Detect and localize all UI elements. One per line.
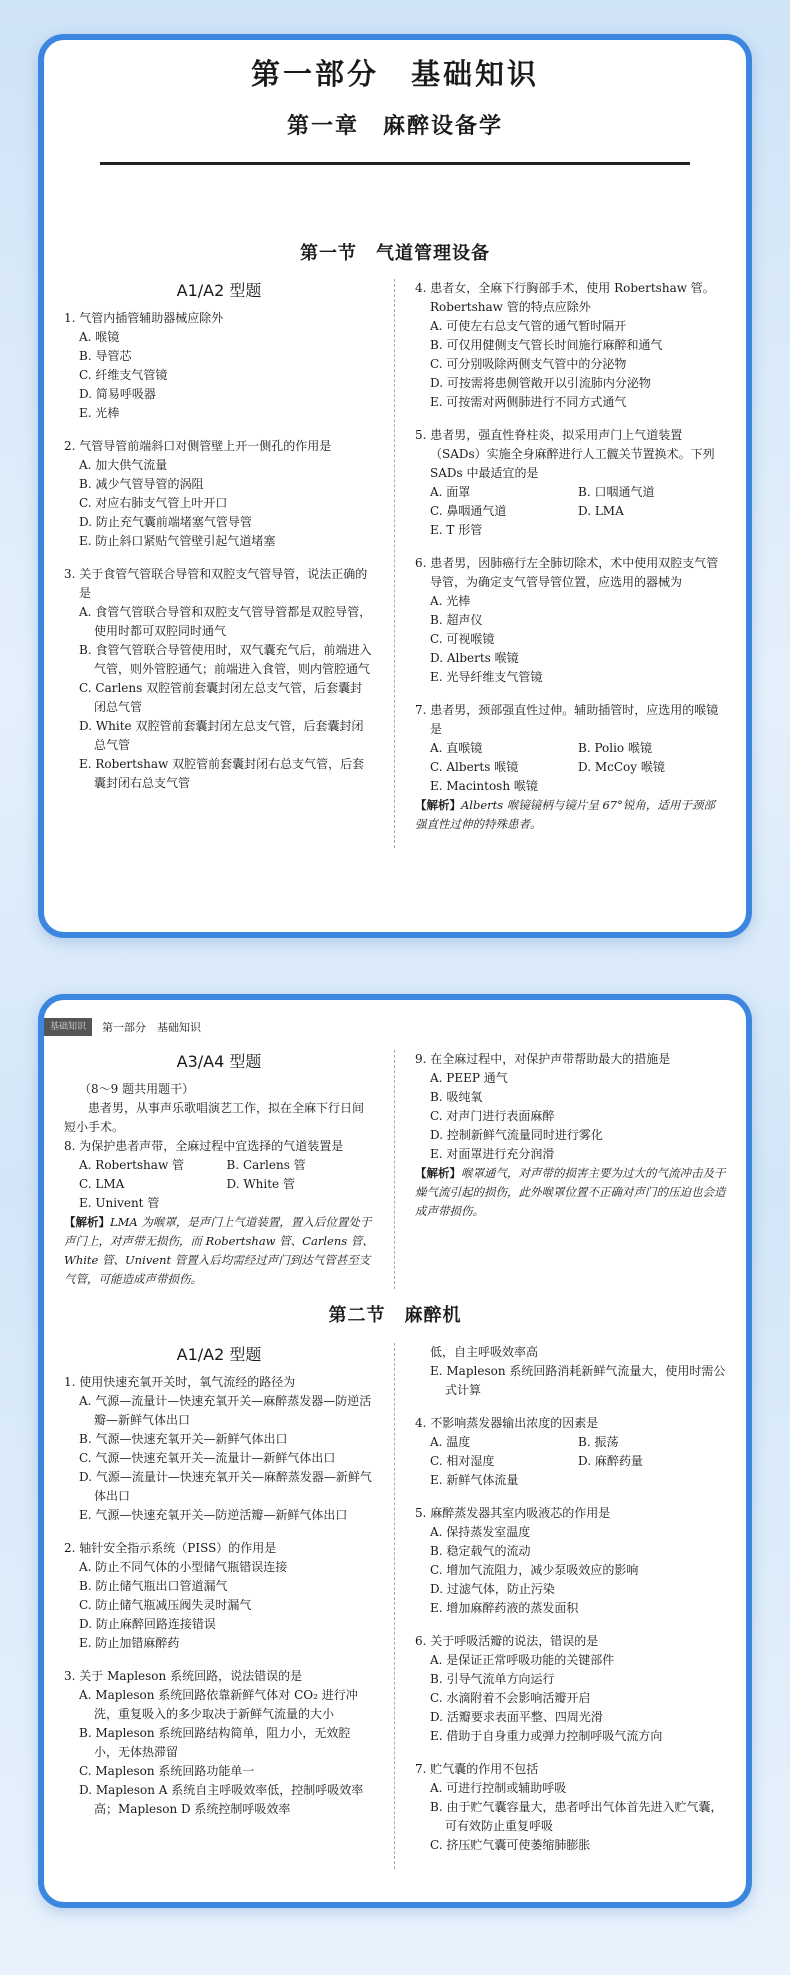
question-stem: 3. 关于食管气管联合导管和双腔支气管导管，说法正确的是: [64, 567, 368, 600]
option: B. 引导气流单方向运行: [430, 1672, 555, 1686]
question: [64, 1667, 374, 1819]
question-stem: 9. 在全麻过程中，对保护声带帮助最大的措施是: [415, 1052, 671, 1066]
page-card-1: [38, 34, 752, 938]
option: A. 气源—流量计—快速充氧开关—麻醉蒸发器—防逆活瓣—新鲜气体出口: [79, 1394, 372, 1427]
option: A. 温度: [430, 1435, 471, 1449]
question-9: [415, 1050, 726, 1221]
option: B. 稳定载气的流动: [430, 1544, 531, 1558]
part-title: 第一部分 基础知识: [250, 57, 539, 91]
option: C. Mapleson 系统回路功能单一: [79, 1764, 255, 1778]
option: B. 可仅用健侧支气管长时间施行麻醉和通气: [430, 338, 663, 352]
question-stem: 4. 患者女，全麻下行胸部手术，使用 Robertshaw 管。Robertshaw 管的特点应除外: [415, 281, 715, 314]
question-stem: 3. 关于 Mapleson 系统回路，说法错误的是: [64, 1669, 303, 1683]
question-stem: 7. 贮气囊的作用不包括: [415, 1762, 539, 1776]
option: C. 气源—快速充氧开关—流量计—新鲜气体出口: [79, 1451, 336, 1465]
option: E. 光棒: [79, 406, 120, 420]
section-title-2: 第二节 麻醉机: [328, 1305, 462, 1326]
option: B. Carlens 管: [226, 1158, 306, 1172]
option: C. 纤维支气管镜: [79, 368, 168, 382]
option: A. 加大供气流量: [79, 458, 168, 472]
question-7: [415, 701, 726, 834]
option: D. 过滤气体，防止污染: [430, 1582, 555, 1596]
question: [415, 1504, 726, 1618]
left-column: [44, 279, 395, 848]
option: C. 水滴附着不会影响活瓣开启: [430, 1691, 591, 1705]
option: B. 口咽通气道: [578, 485, 655, 499]
option: C. Carlens 双腔管前套囊封闭左总支气管，后套囊封闭总气管: [79, 681, 363, 714]
option: C. 可视喉镜: [430, 632, 495, 646]
option: D. White 双腔管前套囊封闭左总支气管，后套囊封闭总气管: [79, 719, 364, 752]
question-5: [415, 426, 726, 540]
question-6: [415, 554, 726, 687]
question: [64, 1539, 374, 1653]
option: E. T 形管: [430, 523, 483, 537]
option-grid: [415, 483, 726, 521]
right-question-list: [415, 1504, 726, 1855]
option: A. 光棒: [430, 594, 471, 608]
option: B. 食管气管联合导管使用时，双气囊充气后，前端进入气管，则外管腔通气；前端进入食管，则内管腔通气: [79, 643, 372, 676]
option: A. 保持蒸发室温度: [430, 1525, 531, 1539]
option: C. 防止储气瓶减压阀失灵时漏气: [79, 1598, 252, 1612]
question: [415, 1760, 726, 1855]
option: B. Mapleson 系统回路结构简单，阻力小，无效腔小，无体热滞留: [79, 1726, 351, 1759]
option: D. LMA: [578, 504, 624, 518]
question-stem: 1. 气管内插管辅助器械应除外: [64, 311, 224, 325]
option: D. Alberts 喉镜: [430, 651, 519, 665]
option: D. 简易呼吸器: [79, 387, 156, 401]
page-card-2: [38, 994, 752, 1908]
option: C. 可分别吸除两侧支气管中的分泌物: [430, 357, 627, 371]
analysis-text: 喉罩通气，对声带的损害主要为过大的气流冲击及干燥气流引起的损伤，此外喉罩位置不正确对声门的压迫也会造成声带损伤。: [415, 1166, 726, 1218]
option: E. 光导纤维支气管镜: [430, 670, 543, 684]
two-column-body: [44, 279, 746, 848]
option: A. PEEP 通气: [430, 1071, 508, 1085]
question-stem: 5. 患者男，强直性脊柱炎，拟采用声门上气道装置（SADs）实施全身麻醉进行人工髋关节置换术。下列 SADs 中最适宜的是: [415, 428, 715, 480]
option-list: [415, 1069, 726, 1164]
right-column: [395, 1343, 746, 1869]
question-stem: 1. 使用快速充氧开关时，氧气流经的路径为: [64, 1375, 296, 1389]
header-text: 第一部分 基础知识: [102, 1021, 201, 1034]
option: E. Macintosh 喉镜: [430, 779, 538, 793]
option: D. 控制新鲜气流量同时进行雾化: [430, 1128, 603, 1142]
option: E. Univent 管: [79, 1196, 160, 1210]
left-column: [44, 1050, 395, 1289]
option: B. 由于贮气囊容量大，患者呼出气体首先进入贮气囊，可有效防止重复呼吸: [430, 1800, 723, 1833]
option: C. 对应右肺支气管上叶开口: [79, 496, 228, 510]
analysis: [64, 1213, 374, 1289]
option: D. 活瓣要求表面平整、四周光滑: [430, 1710, 603, 1724]
option: C. LMA: [79, 1177, 125, 1191]
option: E. 气源—快速充氧开关—防逆活瓣—新鲜气体出口: [79, 1508, 348, 1522]
question-3-continued: [415, 1343, 726, 1400]
question: [64, 437, 374, 551]
question-stem: 5. 麻醉蒸发器其室内吸液芯的作用是: [415, 1506, 611, 1520]
option: A. 可进行控制或辅助呼吸: [430, 1781, 567, 1795]
option-continued: 低，自主呼吸效率高: [430, 1345, 539, 1359]
question-stem: 7. 患者男，颈部强直性过伸。辅助插管时，应选用的喉镜是: [415, 703, 719, 736]
right-question-list: [415, 279, 726, 412]
question-type-heading: A1/A2 型题: [176, 281, 262, 300]
header-tab: 基础知识: [44, 1018, 92, 1036]
question: [64, 1373, 374, 1525]
option-list: [415, 592, 726, 687]
option: D. 麻醉药量: [578, 1454, 643, 1468]
question-8: [64, 1137, 374, 1289]
left-question-list: [64, 309, 374, 793]
option: A. 可使左右总支气管的通气暂时隔开: [430, 319, 627, 333]
option: E. 可按需对两侧肺进行不同方式通气: [430, 395, 627, 409]
option: C. 增加气流阻力，减少泵吸效应的影响: [430, 1563, 639, 1577]
option: C. Alberts 喉镜: [430, 760, 519, 774]
option: A. 面罩: [430, 485, 471, 499]
option: B. 吸纯氧: [430, 1090, 483, 1104]
left-column: [44, 1343, 395, 1869]
question: [64, 565, 374, 793]
question-stem: 8. 为保护患者声带，全麻过程中宜选择的气道装置是: [64, 1139, 344, 1153]
left-question-list: [64, 1373, 374, 1819]
option: B. 气源—快速充氧开关—新鲜气体出口: [79, 1432, 288, 1446]
question-type-heading: A3/A4 型题: [176, 1052, 262, 1071]
analysis-label: 【解析】: [64, 1215, 110, 1229]
option: A. 防止不同气体的小型储气瓶错误连接: [79, 1560, 288, 1574]
question: [415, 279, 726, 412]
question-stem: 2. 气管导管前端斜口对侧管壁上开一侧孔的作用是: [64, 439, 332, 453]
option: D. 防止麻醉回路连接错误: [79, 1617, 216, 1631]
option: A. 喉镜: [79, 330, 120, 344]
title-divider: [100, 162, 690, 165]
option: E. 防止加错麻醉药: [79, 1636, 180, 1650]
option: B. 振荡: [578, 1435, 619, 1449]
option: B. 防止储气瓶出口管道漏气: [79, 1579, 228, 1593]
option: D. McCoy 喉镜: [578, 760, 665, 774]
option: D. Mapleson A 系统自主呼吸效率低，控制呼吸效率高；Mapleson D 系统控制呼吸效率: [79, 1783, 364, 1816]
page-running-header: [44, 1000, 746, 1036]
question-stem: 4. 不影响蒸发器输出浓度的因素是: [415, 1416, 599, 1430]
option-grid: [415, 1433, 726, 1471]
option: E. 新鲜气体流量: [430, 1473, 519, 1487]
question-stem: 6. 患者男，因肺癌行左全肺切除术，术中使用双腔支气管导管，为确定支气管导管位置，应选用的器械为: [415, 556, 719, 589]
option: C. 挤压贮气囊可使萎缩肺膨胀: [430, 1838, 591, 1852]
two-column-body-bottom: [44, 1343, 746, 1869]
question-stem: 2. 轴针安全指示系统（PISS）的作用是: [64, 1541, 277, 1555]
option: E. 增加麻醉药液的蒸发面积: [430, 1601, 579, 1615]
chapter-title: 第一章 麻醉设备学: [286, 113, 503, 139]
option: E. 借助于自身重力或弹力控制呼吸气流方向: [430, 1729, 663, 1743]
question-4: [415, 1414, 726, 1490]
two-column-body-top: [44, 1050, 746, 1289]
option: B. 超声仪: [430, 613, 483, 627]
analysis-text: Alberts 喉镜镜柄与镜片呈 67°锐角，适用于颈部强直性过伸的特殊患者。: [415, 798, 715, 831]
option: E. 对面罩进行充分润滑: [430, 1147, 555, 1161]
analysis-label: 【解析】: [415, 798, 461, 812]
option: D. White 管: [226, 1177, 295, 1191]
option: D. 可按需将患侧管敞开以引流肺内分泌物: [430, 376, 651, 390]
scenario-note: （8～9 题共用题干）: [79, 1082, 195, 1096]
question-type-heading: A1/A2 型题: [176, 1345, 262, 1364]
option: A. Mapleson 系统回路依靠新鲜气体对 CO₂ 进行冲洗，重复吸入的多少取决于新鲜气流量的大小: [79, 1688, 358, 1721]
option: A. 食管气管联合导管和双腔支气管导管都是双腔导管，使用时都可双腔同时通气: [79, 605, 372, 638]
option: B. 导管芯: [79, 349, 132, 363]
option: A. 直喉镜: [430, 741, 483, 755]
option: A. Robertshaw 管: [79, 1158, 185, 1172]
analysis: [415, 1164, 726, 1221]
scenario-text: 患者男，从事声乐歌唱演艺工作，拟在全麻下行日间短小手术。: [64, 1101, 365, 1134]
option: E. Mapleson 系统回路消耗新鲜气流量大，使用时需公式计算: [430, 1364, 726, 1397]
question: [64, 309, 374, 423]
option: A. 是保证正常呼吸功能的关键部件: [430, 1653, 615, 1667]
analysis-text: LMA 为喉罩，是声门上气道装置，置入后位置处于声门上，对声带无损伤，而 Robertshaw 管、Carlens 管、White 管、Univent 管置入后均需经过声门到达气管甚至支气管，可能造成声带损伤。: [64, 1215, 374, 1286]
option: D. 防止充气囊前端堵塞气管导管: [79, 515, 252, 529]
option: C. 相对湿度: [430, 1454, 495, 1468]
right-column: [395, 279, 746, 848]
question: [415, 1632, 726, 1746]
option: E. 防止斜口紧贴气管壁引起气道堵塞: [79, 534, 276, 548]
option: C. 对声门进行表面麻醉: [430, 1109, 555, 1123]
option: B. 减少气管导管的涡阻: [79, 477, 204, 491]
section-title-1: 第一节 气道管理设备: [300, 243, 490, 264]
option: C. 鼻咽通气道: [430, 504, 507, 518]
option: E. Robertshaw 双腔管前套囊封闭右总支气管，后套囊封闭右总支气管: [79, 757, 365, 790]
analysis-label: 【解析】: [415, 1166, 461, 1180]
option-grid: [64, 1156, 374, 1194]
question-stem: 6. 关于呼吸活瓣的说法，错误的是: [415, 1634, 599, 1648]
option: B. Polio 喉镜: [578, 741, 652, 755]
option: D. 气源—流量计—快速充氧开关—麻醉蒸发器—新鲜气体出口: [79, 1470, 372, 1503]
option-grid: [415, 739, 726, 777]
analysis: [415, 796, 726, 834]
right-column: [395, 1050, 746, 1289]
